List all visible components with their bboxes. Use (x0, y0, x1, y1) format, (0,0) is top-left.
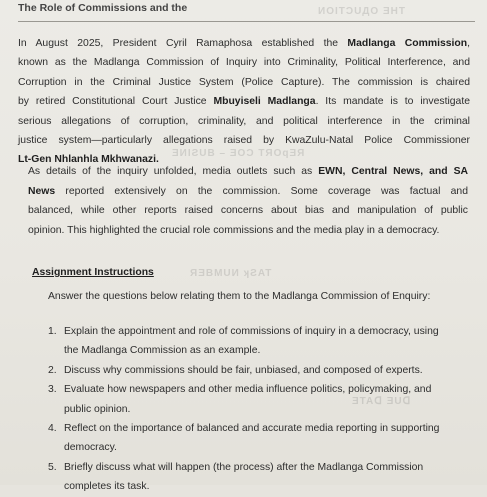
list-item: 1. Explain the appointment and role of commissions of inquiry in a democracy, using the Madlanga Commission as an example. (48, 326, 439, 357)
intro-paragraph (18, 14, 470, 170)
instructions-heading: Assignment Instructions (32, 267, 154, 278)
bleed-through-text: ƎTAᗡ ƎUᗡ (352, 396, 412, 407)
paragraph-line: by retired Constitutional Court Justice Mbuyiseli Madlanga. Its mandate is to investigate (18, 96, 470, 108)
bleed-through-text: ƎИIƧUB – ƎOƆ TЯOqƎЯ (172, 148, 306, 159)
paragraph-line: opinion. This highlighted the crucial role commissions and the media play in a democracy. (28, 224, 440, 236)
list-item: 5. Briefly discuss what will happen (the process) after the Madlanga Commission completes its task. (48, 461, 424, 493)
paragraph-line: Lt-Gen Nhlanhla Mkhwanazi. (18, 154, 159, 166)
paragraph-line: serious allegations of corruption, criminality, and political interference in the criminal (18, 115, 470, 127)
paragraph-line: known as the Madlanga Commission of Inquiry into Criminality, Political Interference, and (18, 57, 470, 69)
document-title: The Role of Commissions and the (18, 2, 188, 14)
list-item: 4. Reflect on the importance of balanced and accurate media reporting in supporting democracy. (48, 423, 440, 454)
list-item: 2. Discuss why commissions should be fair, unbiased, and composed of experts. (48, 364, 423, 376)
list-item: 3. Evaluate how newspapers and other media influence politics, policymaking, and public opinion. (48, 384, 432, 415)
paragraph-line: balanced, while other reports raised concerns about bias and manipulation of public (28, 205, 468, 217)
paragraph-line: News reported extensively on the commission. Some coverage was factual and (28, 185, 468, 197)
bleed-through-text: ЯƎBMUИ ʞƧAT (190, 268, 273, 279)
paragraph-line: justice system—particularly allegations raised by KwaZulu-Natal Police Commissioner (18, 135, 470, 147)
paragraph-line: As details of the inquiry unfolded, media outlets such as EWN, Central News, and SA (28, 166, 468, 177)
questions-list (48, 322, 448, 497)
paragraph-line: Corruption in the Criminal Justice System (Police Capture). The commission is chaired (18, 76, 470, 88)
media-paragraph (28, 162, 468, 240)
bleed-through-text: ИOITƆUДO ƎHT (318, 6, 406, 17)
paragraph-line: In August 2025, President Cyril Ramaphosa established the Madlanga Commission, (18, 38, 470, 49)
instructions-intro: Answer the questions below relating them to the Madlanga Commission of Enquiry: (48, 291, 431, 302)
